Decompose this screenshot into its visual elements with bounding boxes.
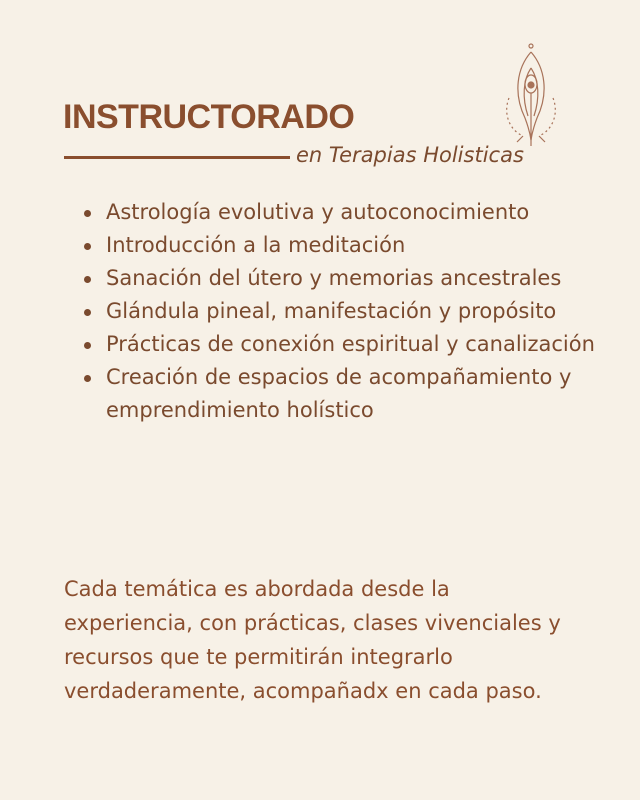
list-item: Creación de espacios de acompañamiento y emprendimiento holístico <box>78 361 598 427</box>
list-item: Glándula pineal, manifestación y propósito <box>78 295 598 328</box>
list-item: Introducción a la meditación <box>78 229 598 262</box>
page-title: INSTRUCTORADO <box>63 98 355 136</box>
list-item: Prácticas de conexión espiritual y canalización <box>78 328 598 361</box>
list-item: Astrología evolutiva y autoconocimiento <box>78 196 598 229</box>
page-subtitle: en Terapias Holisticas <box>296 143 524 167</box>
list-item: Sanación del útero y memorias ancestrales <box>78 262 598 295</box>
feather-icon <box>495 38 565 148</box>
topics-list <box>78 196 598 427</box>
title-underline <box>64 156 290 159</box>
description-paragraph: Cada temática es abordada desde la experiencia, con prácticas, clases vivenciales y recursos que te permitirán integrarlo verdaderamente, acompañadx en cada paso. <box>64 577 561 703</box>
